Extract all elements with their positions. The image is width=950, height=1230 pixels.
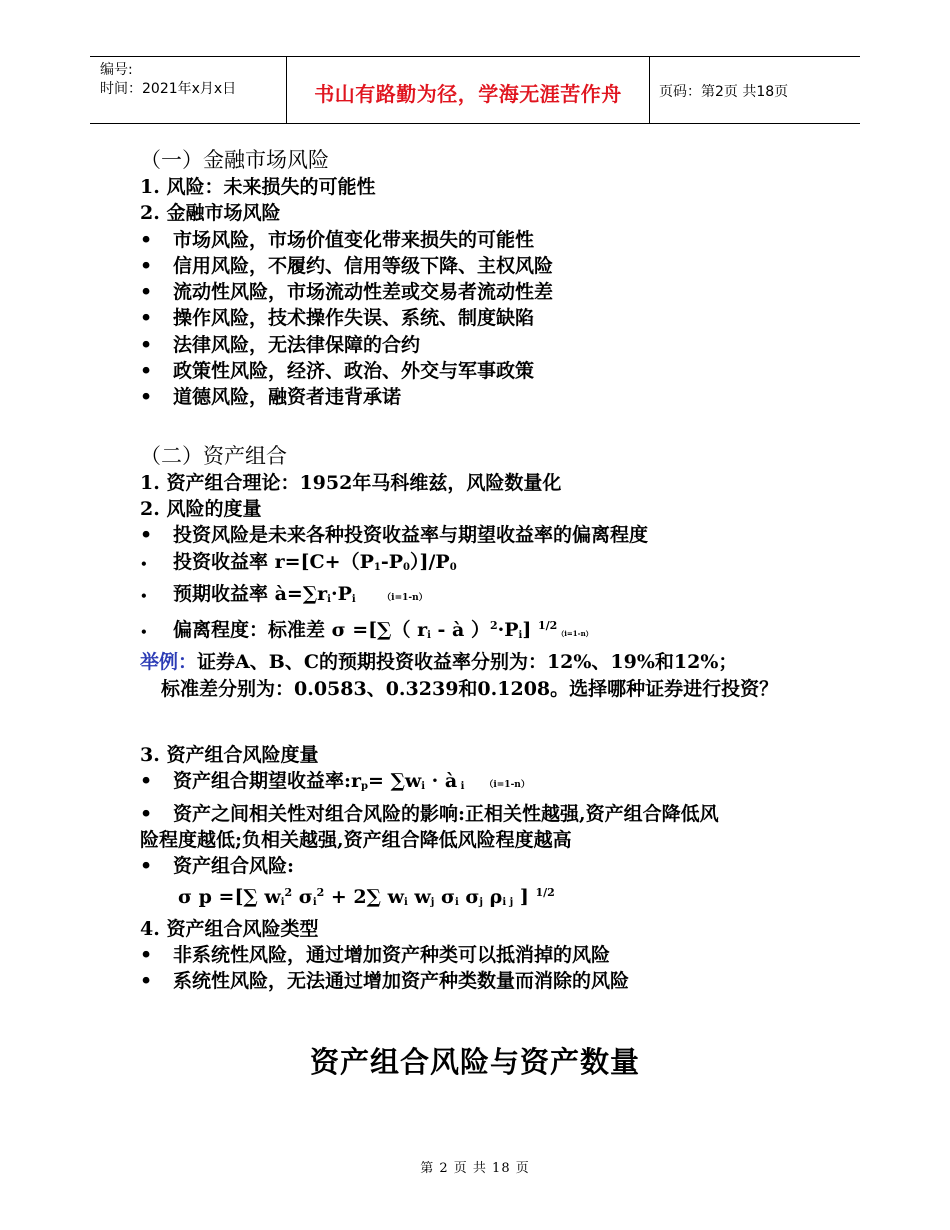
document-body xyxy=(140,146,840,995)
list-item: 2. 风险的度量 xyxy=(140,497,262,520)
page-footer: 第 2 页 共 18 页 xyxy=(420,1161,530,1176)
bullet-item: • 法律风险，无法律保障的合约 xyxy=(140,333,421,356)
bullet-item: • 市场风险，市场价值变化带来损失的可能性 xyxy=(140,228,535,251)
section-title-financial-risk: （一）金融市场风险 xyxy=(140,148,329,172)
bullet-item: • 政策性风险，经济、政治、外交与军事政策 xyxy=(140,360,535,383)
header-left-cell xyxy=(100,61,236,99)
list-item: 2. 金融市场风险 xyxy=(140,202,281,225)
example-label: 举例： xyxy=(140,651,198,674)
code-label: 编号: xyxy=(100,62,133,78)
page-title: 资产组合风险与资产数量 xyxy=(309,1045,640,1079)
bullet-item: • 信用风险，不履约、信用等级下降、主权风险 xyxy=(140,254,554,277)
list-item: 4. 资产组合风险类型 xyxy=(140,917,319,940)
header-divider xyxy=(649,57,650,123)
section-title-portfolio: （二）资产组合 xyxy=(140,443,287,468)
formula-return: • 投资收益率 $r=[C+(P_1-P_0)]/P_0$ xyxy=(140,550,457,573)
bullet-item: • 系统性风险，无法通过增加资产种类数量而消除的风险 xyxy=(140,970,630,993)
time-label: 时间：2021年x月x日 xyxy=(100,81,237,97)
header-table xyxy=(90,56,860,124)
formula-deviation: • 偏离程度：标准差 σ =[∑（ $r_i$ - à ）$^2\cdot P_i$] $^{1/2}$（i=1-n） xyxy=(140,619,593,642)
formula-expected-return: • 预期收益率 $à=\sum r_i\cdot P_i$ （i=1-n） xyxy=(140,582,428,605)
bullet-item: • 道德风险，融资者违背承诺 xyxy=(140,386,402,409)
bullet-continuation: 险程度越低;负相关越强,资产组合降低风险程度越高 xyxy=(140,828,572,851)
list-item: 1. 风险：未来损失的可能性 xyxy=(140,176,376,198)
bullet-item: • 操作风险，技术操作失误、系统、制度缺陷 xyxy=(140,307,535,330)
bullet-item: • 投资风险是未来各种投资收益率与期望收益率的偏离程度 xyxy=(140,524,649,547)
list-item: 1. 资产组合理论：1952年马科维兹，风险数量化 xyxy=(140,471,562,494)
bullet-item: • 流动性风险，市场流动性差或交易者流动性差 xyxy=(140,281,554,304)
header-page-info: 页码：第2页 共18页 xyxy=(659,84,789,100)
formula-portfolio-risk: σ p =[∑ $w_i^2$ $\sigma_i^2 + 2\sum$ $w_i$ $w_j$ $\sigma_i$ $\sigma_j$ $\rho_{i j}$ ] $^{1/2}$ xyxy=(178,885,555,908)
bullet-item: • 资产组合期望收益率$:r_p= \sum w_i$ · à $_i$ （i=1-n） xyxy=(140,770,530,793)
bullet-item: • 资产之间相关性对组合风险的影响:正相关性越强,资产组合降低风 xyxy=(140,802,719,825)
bullet-item: • 非系统性风险，通过增加资产种类可以抵消掉的风险 xyxy=(140,944,611,967)
bullet-item: • 资产组合风险: xyxy=(140,855,295,878)
list-item: 3. 资产组合风险度量 xyxy=(140,744,319,767)
example-line: 标准差分别为：0.0583、0.3239和0.1208。选择哪种证券进行投资？ xyxy=(161,677,779,700)
header-motto: 书山有路勤为径，学海无涯苦作舟 xyxy=(314,82,622,106)
example-line: 举例：证券A、B、C的预期投资收益率分别为：12%、19%和12%； xyxy=(140,651,738,674)
